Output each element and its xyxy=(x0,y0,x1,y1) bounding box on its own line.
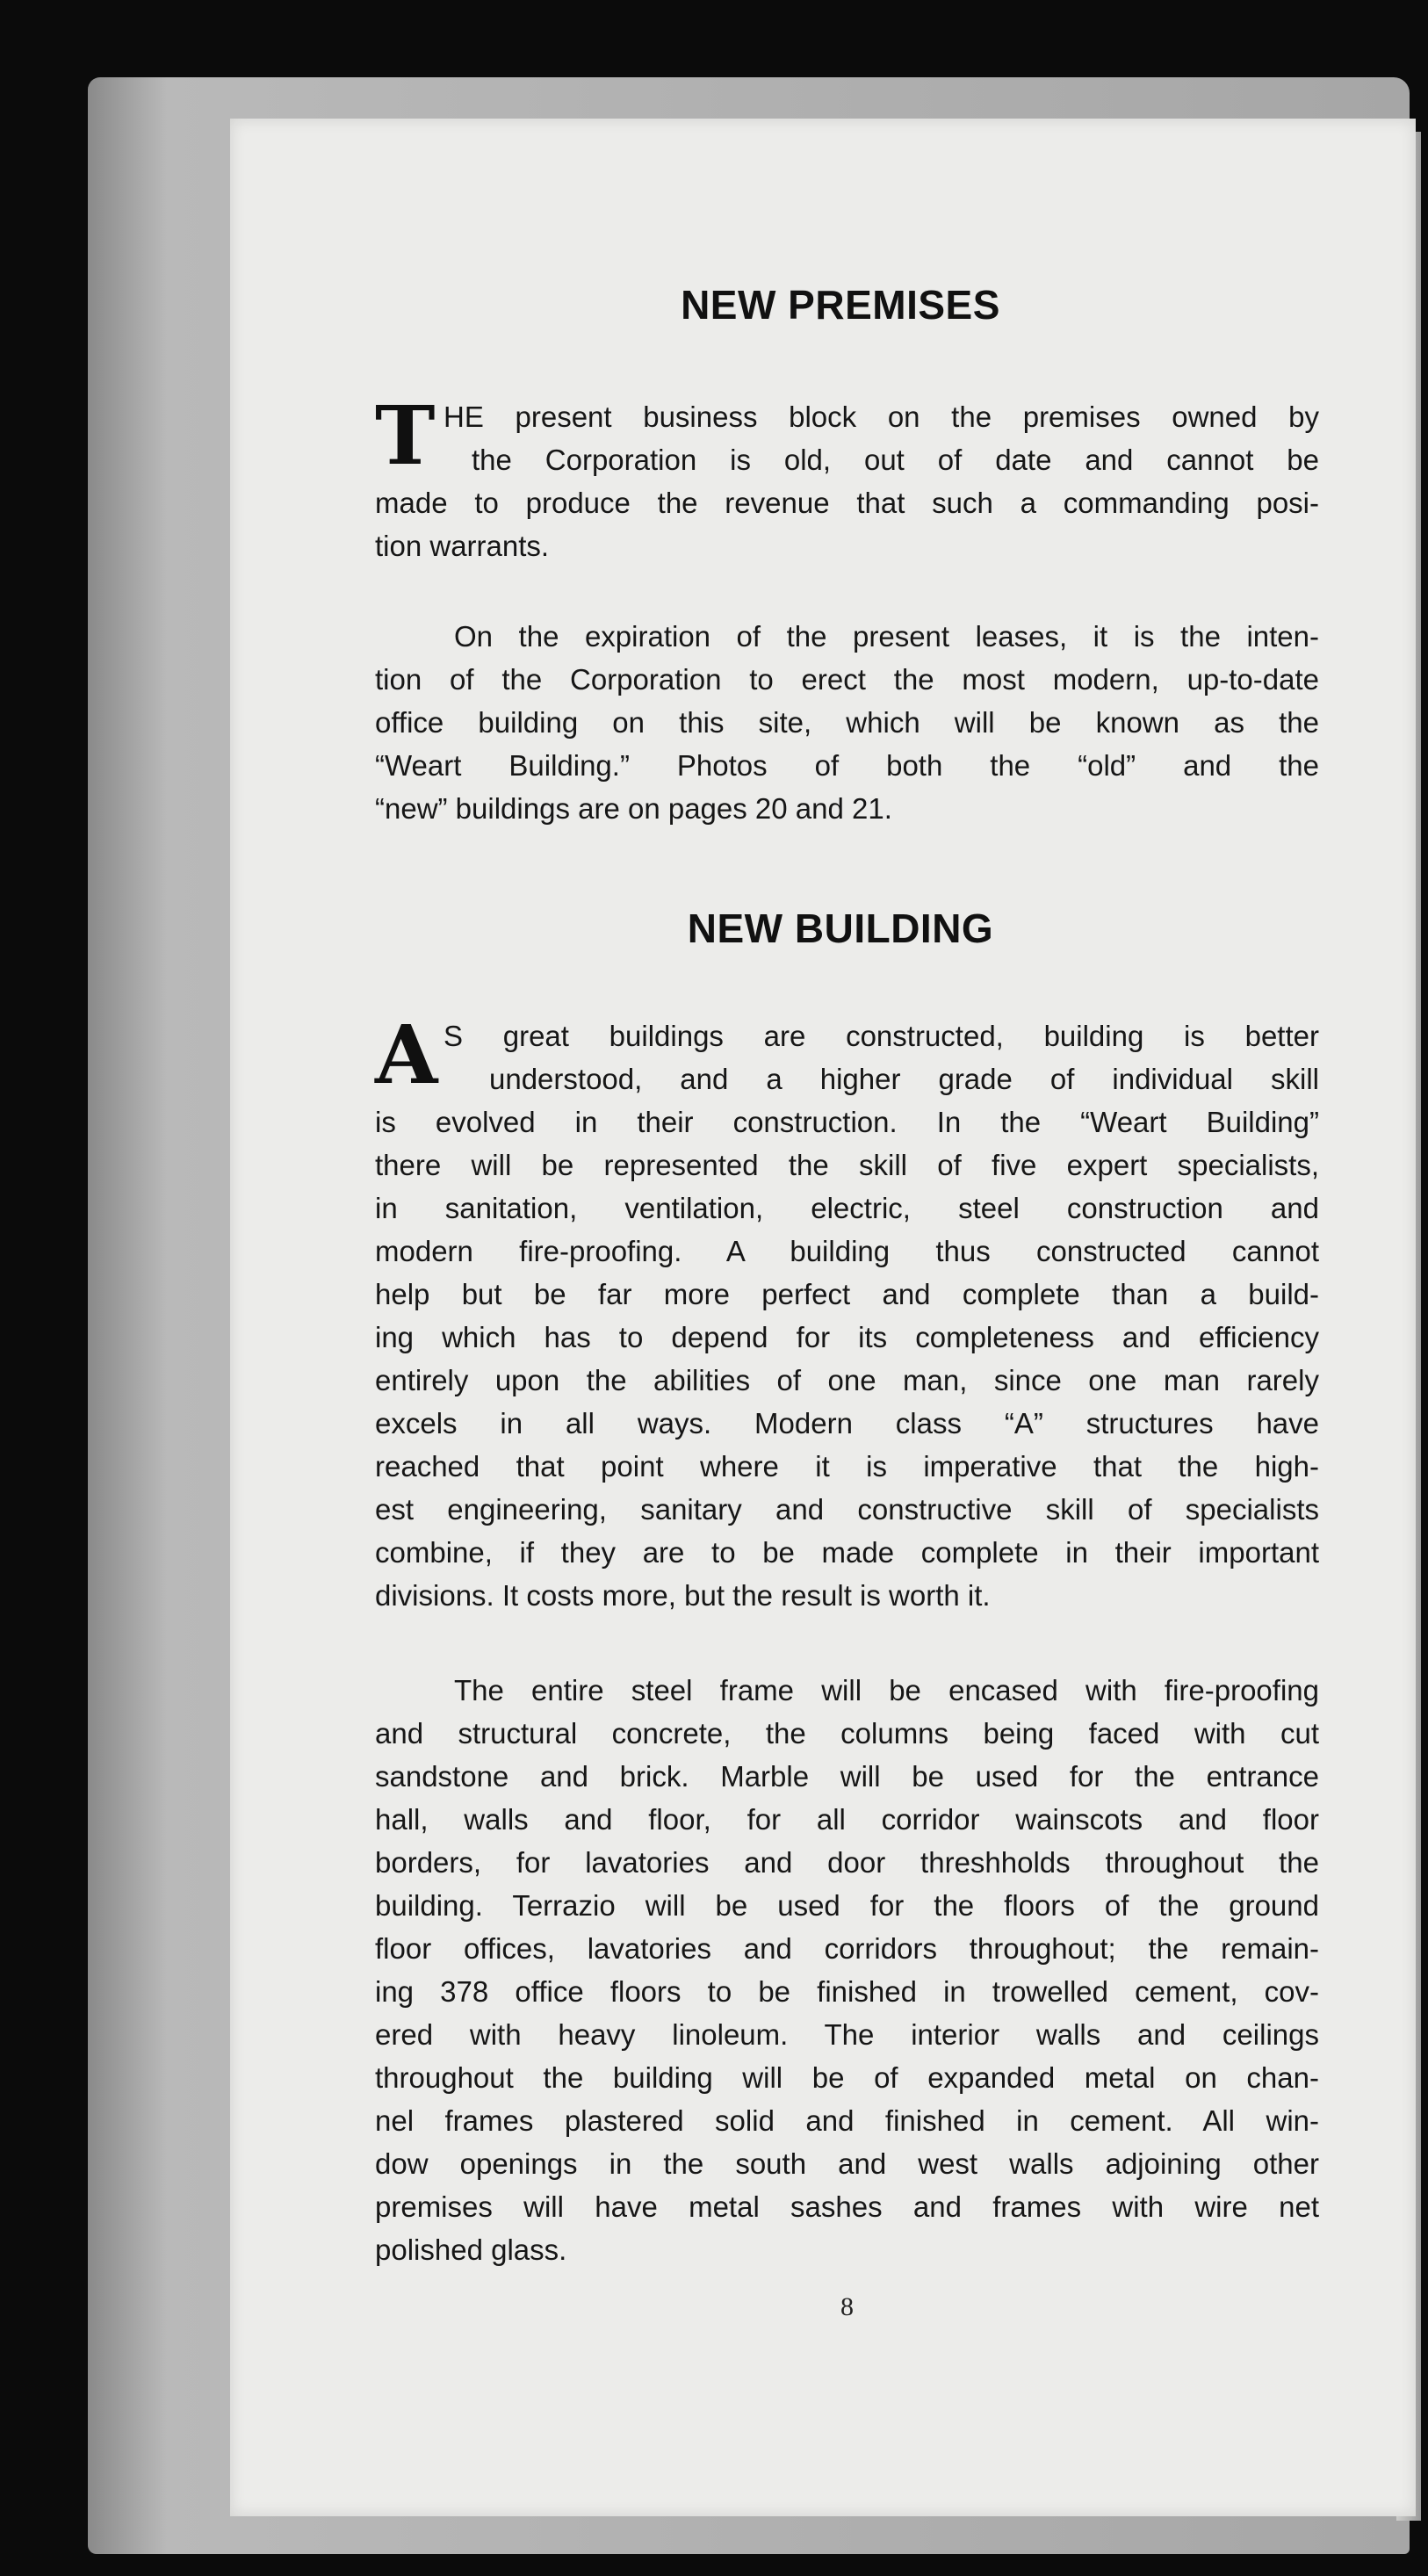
text-line: ing which has to depend for its completeness and efficiency xyxy=(375,1321,1319,1353)
text-line: premises will have metal sashes and frames with wire net xyxy=(375,2190,1319,2223)
text-line: there will be represented the skill of five expert specialists, xyxy=(375,1149,1319,1181)
section2-paragraph-2 xyxy=(375,1669,1319,2271)
text-line: S great buildings are constructed, building is better xyxy=(444,1020,1319,1052)
text-line: and structural concrete, the columns being faced with cut xyxy=(375,1717,1319,1750)
text-line: office building on this site, which will be known as the xyxy=(375,706,1319,739)
text-line: hall, walls and floor, for all corridor wainscots and floor xyxy=(375,1803,1319,1836)
text-line: tion of the Corporation to erect the most modern, up-to-date xyxy=(375,663,1319,696)
text-line: ing 378 office floors to be finished in trowelled cement, cov- xyxy=(375,1975,1319,2008)
text-line: building. Terrazio will be used for the floors of the ground xyxy=(375,1889,1319,1922)
text-line: tion warrants. xyxy=(375,530,550,562)
dropcap-a: A xyxy=(375,1007,438,1102)
text-line: combine, if they are to be made complete in their important xyxy=(375,1536,1319,1569)
text-line: The entire steel frame will be encased with fire-proofing xyxy=(454,1674,1319,1707)
text-line: HE present business block on the premises owned by xyxy=(444,400,1319,433)
text-line: nel frames plastered solid and finished in cement. All win- xyxy=(375,2104,1319,2137)
section2-para1-text xyxy=(375,1007,1319,1617)
text-line: sandstone and brick. Marble will be used for the entrance xyxy=(375,1760,1319,1793)
text-line: est engineering, sanitary and constructive skill of specialists xyxy=(375,1493,1319,1526)
text-line: is evolved in their construction. In the “Weart Building” xyxy=(375,1106,1319,1138)
text-line: made to produce the revenue that such a commanding posi- xyxy=(375,487,1319,519)
text-line: reached that point where it is imperative that the high- xyxy=(375,1450,1319,1483)
heading-new-premises: NEW PREMISES xyxy=(681,282,1000,328)
text-line: polished glass. xyxy=(375,2233,567,2266)
text-line: the Corporation is old, out of date and cannot be xyxy=(472,444,1319,476)
text-line: entirely upon the abilities of one man, since one man rarely xyxy=(375,1364,1319,1396)
text-line: dow openings in the south and west walls adjoining other xyxy=(375,2147,1319,2180)
heading-new-building: NEW BUILDING xyxy=(687,906,994,951)
text-line: borders, for lavatories and door threshholds throughout the xyxy=(375,1846,1319,1879)
text-line: understood, and a higher grade of individual skill xyxy=(489,1063,1319,1095)
document-page xyxy=(230,119,1416,2516)
text-line: ered with heavy linoleum. The interior walls and ceilings xyxy=(375,2018,1319,2051)
text-line: in sanitation, ventilation, electric, steel construction and xyxy=(375,1192,1319,1224)
text-line: “Weart Building.” Photos of both the “old” and the xyxy=(375,749,1319,782)
text-line: throughout the building will be of expanded metal on chan- xyxy=(375,2061,1319,2094)
page-number: 8 xyxy=(840,2292,854,2321)
text-line: divisions. It costs more, but the result is worth it. xyxy=(375,1579,991,1612)
text-line: help but be far more perfect and complete than a build- xyxy=(375,1278,1319,1310)
section1-paragraph-2 xyxy=(375,615,1319,830)
text-line: On the expiration of the present leases, it is the inten- xyxy=(454,620,1319,653)
section1-para1-text xyxy=(375,388,1319,567)
text-line: modern fire-proofing. A building thus constructed cannot xyxy=(375,1235,1319,1267)
dropcap-t: T xyxy=(375,388,436,483)
text-line: excels in all ways. Modern class “A” structures have xyxy=(375,1407,1319,1440)
text-line: “new” buildings are on pages 20 and 21. xyxy=(375,792,892,825)
text-line: floor offices, lavatories and corridors throughout; the remain- xyxy=(375,1932,1319,1965)
